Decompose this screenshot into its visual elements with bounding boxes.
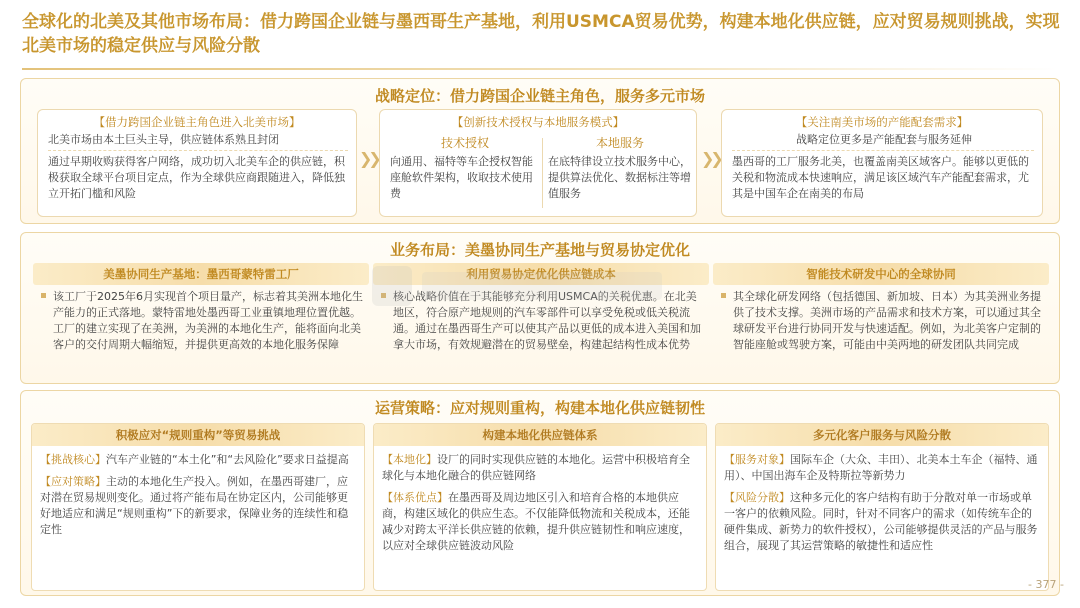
column-head: 多元化客户服务与风险分散 — [716, 424, 1048, 446]
operations-strategy-panel — [20, 390, 1060, 596]
bullet-icon — [381, 293, 386, 298]
card-south-america — [721, 109, 1043, 217]
page-title: 全球化的北美及其他市场布局：借力跨国企业链与墨西哥生产基地，利用USMCA贸易优势，构建本地化供应链，应对贸易规则挑战，实现北美市场的稳定供应与风险分散 — [22, 12, 1060, 56]
column-body — [33, 289, 369, 353]
paragraph-label: 【服务对象】 — [724, 453, 790, 466]
paragraph-text: 主动的本地化生产投入。例如，在墨西哥建厂，应对潜在贸易规则变化。通过将产能布局在协定区内，公司能够更好地适应和满足“规则重构”下的新要求，保障业务的连续性和稳定性 — [40, 475, 349, 536]
paragraph-text: 这种多元化的客户结构有助于分散对单一市场或单一客户的依赖风险。同时，针对不同客户的需求（如传统车企的硬件集成、新势力的软件授权），公司能够提供灵活的产品与服务组合，展现了其运营策略的敏捷性和适应性 — [724, 491, 1038, 552]
local-service-text: 在底特律设立技术服务中心，提供算法优化、数据标注等增值服务 — [548, 155, 691, 200]
column-head: 构建本地化供应链体系 — [374, 424, 706, 446]
chevron-right-icon: ❯❯ — [701, 149, 720, 168]
paragraph — [716, 490, 1048, 554]
paragraph — [374, 490, 706, 554]
page-number: - 377 - — [1028, 578, 1064, 591]
column-head: 利用贸易协定优化供应链成本 — [373, 263, 709, 285]
paragraph-label: 【挑战核心】 — [40, 453, 106, 466]
paragraph-text: 汽车产业链的“本土化”和“去风险化”要求日益提高 — [106, 453, 349, 466]
column-diversified-clients — [715, 423, 1049, 591]
card-line: 北美市场由本土巨头主导，供应链体系熟且封闭 — [48, 133, 279, 146]
paragraph — [32, 474, 364, 538]
section3-heading: 运营策略：应对规则重构，构建本地化供应链韧性 — [374, 399, 705, 417]
chevron-right-icon: ❯❯ — [359, 149, 378, 168]
bullet-icon — [721, 293, 726, 298]
paragraph — [32, 452, 364, 468]
card-tech-licensing — [379, 109, 697, 217]
column-rd-center — [713, 263, 1049, 377]
subtag-local-service: 本地服务 — [595, 136, 644, 150]
subtag-licensing: 技术授权 — [440, 136, 489, 150]
column-trade-agreement — [373, 263, 709, 377]
section2-heading: 业务布局：美墨协同生产基地与贸易协定优化 — [389, 241, 690, 259]
card-divider — [732, 150, 1034, 151]
card-tag: 【关注南美市场的产能配套需求】 — [795, 115, 969, 129]
column-body — [713, 289, 1049, 353]
column-text: 核心战略价值在于其能够充分利用USMCA的关税优惠。在北美地区，符合原产地规则的汽车零部件可以享受免税或低关税流通。通过在墨西哥生产可以使其产品以更低的成本进入美国和加拿大市场，有效规避潜在的贸易壁垒，构建起结构性成本优势 — [393, 290, 701, 351]
paragraph — [374, 452, 706, 484]
column-local-supply-chain — [373, 423, 707, 591]
column-production-base — [33, 263, 369, 377]
strategy-positioning-panel — [20, 78, 1060, 224]
column-head: 美墨协同生产基地：墨西哥蒙特雷工厂 — [33, 263, 369, 285]
card-tag: 【借力跨国企业链主角色进入北美市场】 — [93, 115, 301, 129]
column-head: 智能技术研发中心的全球协同 — [713, 263, 1049, 285]
card-north-america-entry — [37, 109, 357, 217]
title-divider — [22, 68, 1058, 70]
paragraph-label: 【应对策略】 — [40, 475, 106, 488]
paragraph — [716, 452, 1048, 484]
paragraph-label: 【体系优点】 — [382, 491, 448, 504]
paragraph-label: 【本地化】 — [382, 453, 437, 466]
card-body: 通过早期收购获得客户网络，成功切入北美车企的供应链，积极获取全球平台项目定点，作为全球供应商跟随进入，降低独立开拓门槛和风险 — [48, 155, 345, 200]
paragraph-text: 国际车企（大众、丰田）、北美本土车企（福特、通用）、中国出海车企及特斯拉等新势力 — [724, 453, 1038, 482]
column-body — [373, 289, 709, 353]
card-body: 墨西哥的工厂服务北美，也覆盖南美区域客户。能够以更低的关税和物流成本快速响应，满足该区域汽车产能配套需求，尤其是中国车企在南美的布局 — [732, 155, 1029, 200]
card-tag: 【创新技术授权与本地服务模式】 — [451, 115, 625, 129]
card-divider — [48, 150, 348, 151]
column-text: 其全球化研发网络（包括德国、新加坡、日本）为其美洲业务提供了技术支撑。美洲市场的产品需求和技术方案，可以通过其全球研发平台进行协同开发与快速适配。例如，为北美客户定制的智能座舱或驾驶方案，可能由中美两地的研发团队共同完成 — [733, 290, 1041, 351]
column-head: 积极应对“规则重构”等贸易挑战 — [32, 424, 364, 446]
paragraph-label: 【风险分散】 — [724, 491, 790, 504]
column-rule-reconstruction — [31, 423, 365, 591]
column-text: 该工厂于2025年6月实现首个项目量产，标志着其美洲本地化生产能力的正式落地。蒙特雷地处墨西哥工业重镇地理位置优越。工厂的建立实现了在美洲，为美洲的本地化生产，能将面向北美客户的交付周期大幅缩短，并提供更高效的本地化服务保障 — [53, 290, 363, 351]
business-layout-panel — [20, 232, 1060, 384]
paragraph-text: 在墨西哥及周边地区引入和培育合格的本地供应商，构建区域化的供应生态。不仅能降低物流和关税成本，还能减少对跨太平洋长供应链的依赖，提升供应链韧性和响应速度，以应对全球供应链波动风险 — [382, 491, 690, 552]
paragraph-text: 设厂的同时实现供应链的本地化。运营中积极培育全球化与本地化融合的供应链网络 — [382, 453, 690, 482]
card-divider — [542, 138, 543, 208]
licensing-text: 向通用、福特等车企授权智能座舱软件架构，收取技术使用费 — [390, 155, 533, 200]
section1-heading: 战略定位：借力跨国企业链主角色，服务多元市场 — [374, 87, 705, 105]
bullet-icon — [41, 293, 46, 298]
card-line: 战略定位更多是产能配套与服务延伸 — [796, 133, 972, 146]
